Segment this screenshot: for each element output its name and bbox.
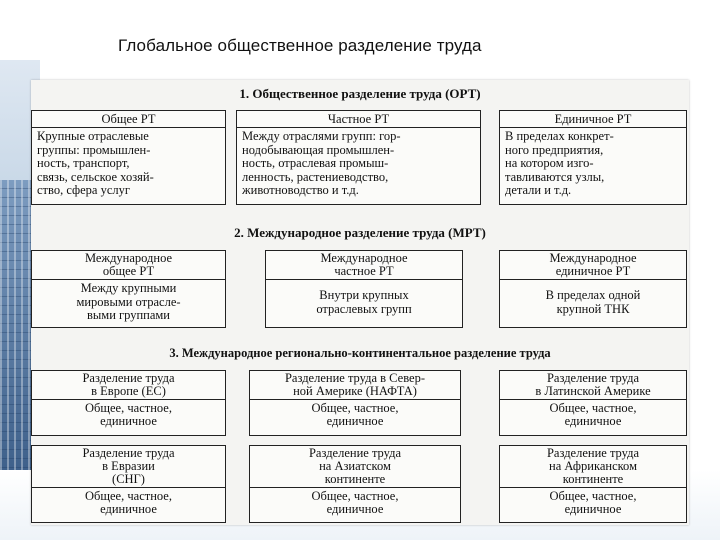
section3-asia: [249, 445, 461, 523]
section1-col-general: [31, 110, 226, 205]
section3-europe-title: Разделение труда в Европе (ЕС): [32, 371, 225, 400]
section3-africa: [499, 445, 687, 523]
section1-col-single-text: В пределах конкрет- ного предприятия, на котором изго- тавливаются узлы, детали и т.д.: [505, 129, 614, 197]
section1-col-private: [236, 110, 481, 205]
section2-col-general-text: Между крупными мировыми отрасле- выми группами: [76, 281, 181, 322]
section1-col-general-title: Общее РТ: [32, 111, 225, 128]
section3-heading: 3. Международное регионально-континентальное разделение труда: [169, 346, 551, 360]
section1-heading: 1. Общественное разделение труда (ОРТ): [239, 86, 481, 101]
section3-latin-america: [499, 370, 687, 436]
section2-col-private-title: Международное частное РТ: [266, 251, 462, 280]
section3-europe: [31, 370, 226, 436]
section2-heading: 2. Международное разделение труда (МРТ): [234, 225, 486, 240]
section1-col-private-text: Между отраслями групп: гор- нодобывающая промышлен- ность, отраслевая промыш- ленность, растениеводство, животноводство и т.д.: [242, 129, 401, 197]
section3-north-america: [249, 370, 461, 436]
section2-col-private: [265, 250, 463, 328]
section1-col-single: [499, 110, 687, 205]
section3-africa-title: Разделение труда на Африканском континенте: [500, 446, 686, 488]
section2-col-general-title: Международное общее РТ: [32, 251, 225, 280]
slide-title: Глобальное общественное разделение труда: [118, 36, 482, 55]
section3-eurasia-text: Общее, частное, единичное: [85, 489, 172, 516]
section3-europe-text: Общее, частное, единичное: [85, 401, 172, 428]
section3-asia-title: Разделение труда на Азиатском континенте: [250, 446, 460, 488]
section3-eurasia-title: Разделение труда в Евразии (СНГ): [32, 446, 225, 488]
section2-col-private-text: Внутри крупных отраслевых групп: [316, 288, 412, 316]
section3-asia-text: Общее, частное, единичное: [311, 489, 399, 516]
section2-col-single: [499, 250, 687, 328]
section3-latin-america-text: Общее, частное, единичное: [549, 401, 637, 428]
section1-col-general-text: Крупные отраслевые группы: промышлен- ность, транспорт, связь, сельское хозяй- ство, сфера услуг: [37, 129, 154, 197]
section3-latin-america-title: Разделение труда в Латинской Америке: [500, 371, 686, 400]
document-panel: [31, 80, 689, 525]
section3-eurasia: [31, 445, 226, 523]
section1-col-single-title: Единичное РТ: [500, 111, 686, 128]
section2-col-single-title: Международное единичное РТ: [500, 251, 686, 280]
section3-north-america-title: Разделение труда в Север- ной Америке (НАФТА): [250, 371, 460, 400]
section2-col-general: [31, 250, 226, 328]
section2-col-single-text: В пределах одной крупной ТНК: [545, 288, 641, 316]
section3-africa-text: Общее, частное, единичное: [549, 489, 637, 516]
section3-north-america-text: Общее, частное, единичное: [311, 401, 399, 428]
section1-col-private-title: Частное РТ: [237, 111, 480, 128]
